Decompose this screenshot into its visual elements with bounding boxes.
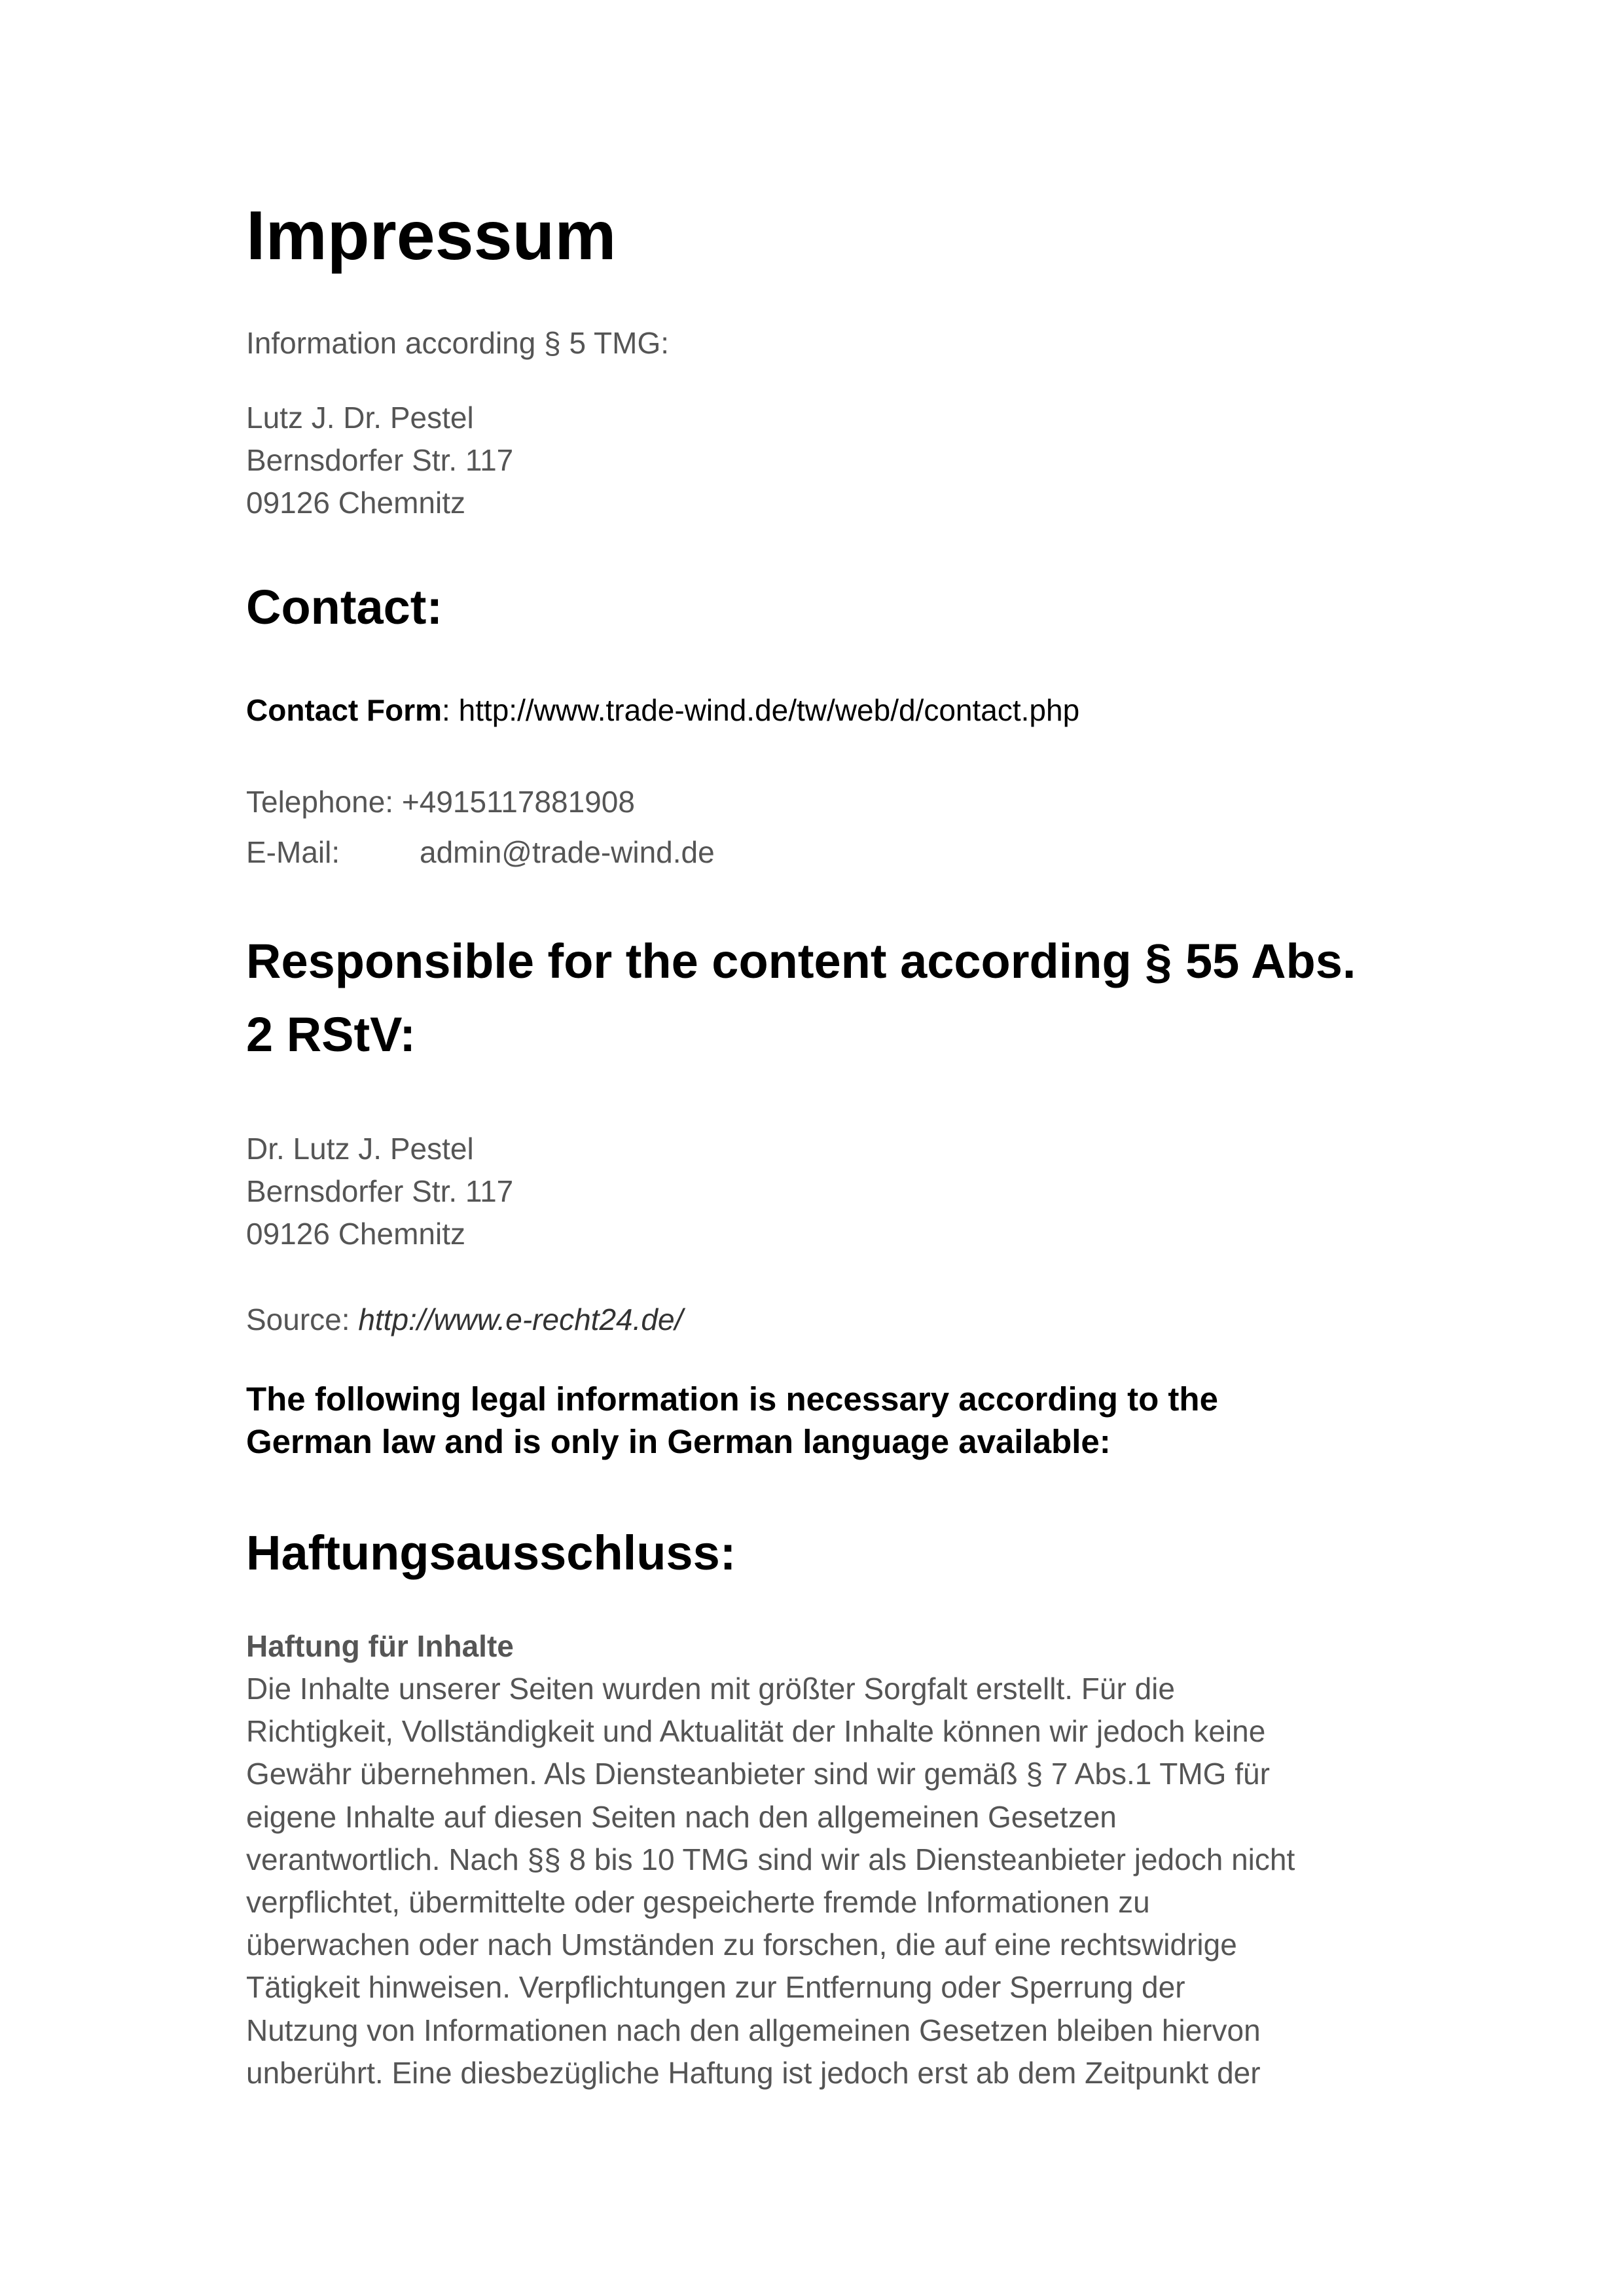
contact-form-link[interactable]: http://www.trade-wind.de/tw/web/d/contact.php: [458, 693, 1080, 727]
responsible-name: Dr. Lutz J. Pestel: [246, 1132, 474, 1166]
telephone-label: Telephone:: [246, 785, 394, 819]
contact-form-line: [246, 689, 1079, 732]
responsible-heading: [246, 925, 1356, 1071]
disclaimer-subheading: Haftung für Inhalte: [246, 1629, 514, 1663]
contact-form-label: Contact Form: [246, 693, 442, 727]
page-title: Impressum: [246, 197, 617, 274]
email-row: [246, 831, 715, 874]
telephone-value: +4915117881908: [401, 785, 635, 819]
disclaimer-line: verantwortlich. Nach §§ 8 bis 10 TMG sind wir als Diensteanbieter jedoch nicht: [246, 1842, 1295, 1876]
disclaimer-paragraph: [246, 1668, 1295, 2094]
source-label: Source:: [246, 1302, 350, 1336]
disclaimer-line: überwachen oder nach Umständen zu forschen, die auf eine rechtswidrige: [246, 1928, 1237, 1962]
email-label: E-Mail:: [246, 835, 340, 869]
address-city: 09126 Chemnitz: [246, 486, 465, 520]
disclaimer-line: eigene Inhalte auf diesen Seiten nach den allgemeinen Gesetzen: [246, 1799, 1117, 1834]
disclaimer-line: Gewähr übernehmen. Als Diensteanbieter sind wir gemäß § 7 Abs.1 TMG für: [246, 1757, 1270, 1791]
source-line: [246, 1299, 683, 1341]
address-street: Bernsdorfer Str. 117: [246, 443, 514, 477]
disclaimer-line: Die Inhalte unserer Seiten wurden mit größter Sorgfalt erstellt. Für die: [246, 1672, 1175, 1706]
responsible-address-block: [246, 1128, 513, 1255]
legal-note-line2: German law and is only in German language available:: [246, 1423, 1111, 1460]
responsible-city: 09126 Chemnitz: [246, 1217, 465, 1251]
disclaimer-line: verpflichtet, übermittelte oder gespeicherte fremde Informationen zu: [246, 1885, 1150, 1920]
disclaimer-line: unberührt. Eine diesbezügliche Haftung ist jedoch erst ab dem Zeitpunkt der: [246, 2055, 1261, 2090]
legal-note-line1: The following legal information is necessary according to the: [246, 1380, 1218, 1418]
contact-heading: Contact:: [246, 580, 443, 634]
legal-note: [246, 1378, 1218, 1463]
responsible-street: Bernsdorfer Str. 117: [246, 1174, 514, 1208]
info-line-text: Information according § 5 TMG:: [246, 326, 669, 360]
info-line: [246, 322, 669, 365]
disclaimer-line: Richtigkeit, Vollständigkeit und Aktualität der Inhalte können wir jedoch keine: [246, 1714, 1266, 1749]
disclaimer-heading: Haftungsausschluss:: [246, 1526, 736, 1580]
disclaimer-line: Tätigkeit hinweisen. Verpflichtungen zur Entfernung oder Sperrung der: [246, 1970, 1185, 2005]
contact-form-separator: :: [442, 693, 459, 727]
disclaimer-line: Nutzung von Informationen nach den allgemeinen Gesetzen bleiben hiervon: [246, 2013, 1261, 2047]
responsible-heading-line1: Responsible for the content according § 55 Abs.: [246, 934, 1356, 988]
telephone-row: [246, 781, 635, 823]
address-block: [246, 397, 513, 524]
responsible-heading-line2: 2 RStV:: [246, 1007, 416, 1062]
address-name: Lutz J. Dr. Pestel: [246, 401, 474, 435]
source-link[interactable]: http://www.e-recht24.de/: [358, 1302, 683, 1336]
email-value[interactable]: admin@trade-wind.de: [420, 835, 715, 869]
